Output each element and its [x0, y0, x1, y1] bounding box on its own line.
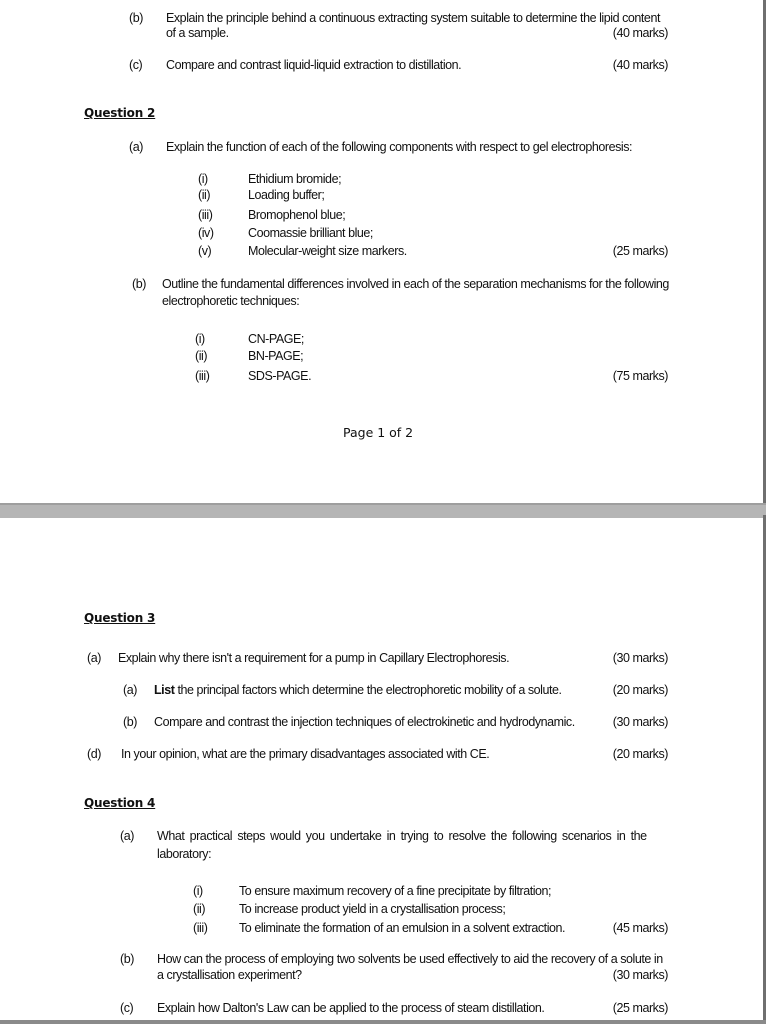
question-text: Explain how Dalton's Law can be applied to the process of steam distillation. — [157, 1001, 545, 1015]
question-text: How can the process of employing two solvents be used effectively to aid the recovery of a solute in — [157, 952, 663, 966]
page-number: Page 1 of 2 — [343, 425, 414, 440]
question-text: laboratory: — [157, 847, 212, 861]
item-number: (iv) — [198, 226, 214, 240]
marks: (45 marks) — [612, 921, 668, 935]
marks: (40 marks) — [612, 58, 668, 72]
question-text: What practical steps would you undertake in trying to resolve the following scenarios in the — [157, 829, 647, 843]
question-text: In your opinion, what are the primary disadvantages associated with CE. — [121, 747, 490, 761]
question-heading: Question 4 — [84, 796, 156, 810]
marks: (30 marks) — [612, 968, 668, 982]
question-label: (c) — [129, 58, 143, 72]
marks: (25 marks) — [612, 244, 668, 258]
marks: (40 marks) — [612, 26, 668, 40]
item-number: (iii) — [193, 921, 208, 935]
question-heading: Question 3 — [84, 611, 156, 625]
item-text: To eliminate the formation of an emulsion in a solvent extraction. — [239, 921, 566, 935]
item-number: (i) — [198, 172, 208, 186]
question-text: a crystallisation experiment? — [157, 968, 302, 982]
marks: (20 marks) — [612, 747, 668, 761]
question-label: (b) — [129, 11, 143, 25]
item-text: BN-PAGE; — [248, 349, 304, 363]
item-text: To ensure maximum recovery of a fine precipitate by filtration; — [239, 884, 552, 898]
question-text: of a sample. — [166, 26, 229, 40]
item-number: (i) — [193, 884, 203, 898]
question-label: (a) — [129, 140, 143, 154]
question-label: (b) — [123, 715, 137, 729]
question-label: (b) — [132, 277, 146, 291]
question-text: Explain the principle behind a continuous extracting system suitable to determine the lipid content — [166, 11, 660, 25]
question-label: (a) — [120, 829, 134, 843]
question-text: Compare and contrast liquid-liquid extraction to distillation. — [166, 58, 462, 72]
item-number: (ii) — [193, 902, 206, 916]
question-label: (a) — [87, 651, 101, 665]
question-label: (b) — [120, 952, 134, 966]
marks: (20 marks) — [612, 683, 668, 697]
marks: (25 marks) — [612, 1001, 668, 1015]
question-label: (c) — [120, 1001, 134, 1015]
item-text: CN-PAGE; — [248, 332, 304, 346]
question-text: electrophoretic techniques: — [162, 294, 300, 308]
question-text: Outline the fundamental differences involved in each of the separation mechanisms for the following — [162, 277, 669, 291]
item-number: (iii) — [195, 369, 210, 383]
question-label: (d) — [87, 747, 101, 761]
bold-keyword: List — [154, 683, 175, 697]
item-number: (v) — [198, 244, 212, 258]
item-text: Bromophenol blue; — [248, 208, 346, 222]
page-edge — [0, 1020, 766, 1024]
question-text: Compare and contrast the injection techniques of electrokinetic and hydrodynamic. — [154, 715, 575, 729]
item-number: (ii) — [195, 349, 208, 363]
item-number: (iii) — [198, 208, 213, 222]
question-heading: Question 2 — [84, 106, 156, 120]
item-text: Molecular-weight size markers. — [248, 244, 407, 258]
marks: (75 marks) — [612, 369, 668, 383]
question-text: Explain why there isn't a requirement for a pump in Capillary Electrophoresis. — [118, 651, 510, 665]
item-text: Ethidium bromide; — [248, 172, 342, 186]
page-gap — [0, 503, 766, 518]
marks: (30 marks) — [612, 651, 668, 665]
question-text-rest: the principal factors which determine the electrophoretic mobility of a solute. — [174, 683, 562, 697]
marks: (30 marks) — [612, 715, 668, 729]
item-text: SDS-PAGE. — [248, 369, 312, 383]
item-number: (ii) — [198, 188, 211, 202]
question-label: (a) — [123, 683, 137, 697]
question-text: Explain the function of each of the following components with respect to gel electrophoresis: — [166, 140, 633, 154]
item-number: (i) — [195, 332, 205, 346]
item-text: To increase product yield in a crystallisation process; — [239, 902, 506, 916]
item-text: Loading buffer; — [248, 188, 325, 202]
question-text — [154, 682, 562, 698]
item-text: Coomassie brilliant blue; — [248, 226, 373, 240]
